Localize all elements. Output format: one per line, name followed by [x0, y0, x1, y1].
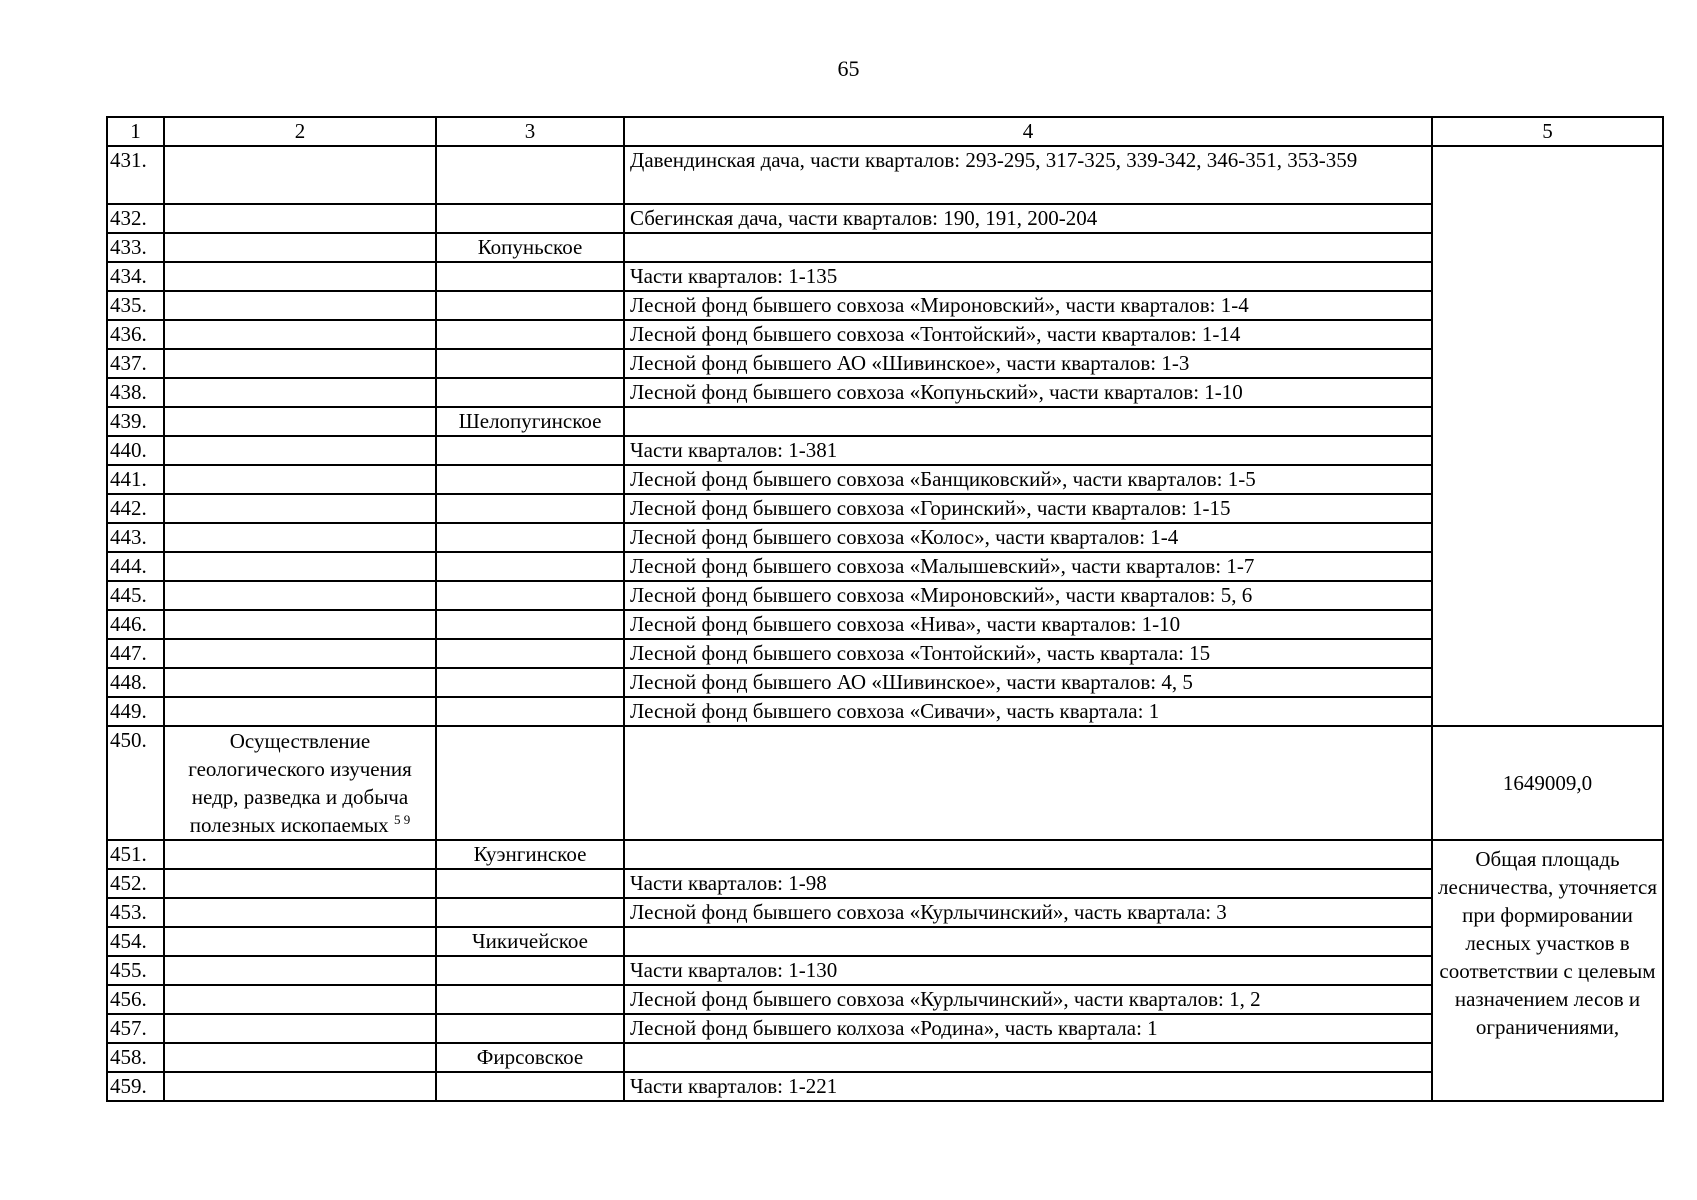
district-cell — [436, 378, 624, 407]
quarters-cell — [624, 840, 1432, 869]
district-cell — [436, 639, 624, 668]
district-cell — [436, 349, 624, 378]
quarters-cell: Лесной фонд бывшего совхоза «Курлычинский», части кварталов: 1, 2 — [624, 985, 1432, 1014]
table-row — [107, 204, 1663, 233]
quarters-cell: Лесной фонд бывшего совхоза «Мироновский», части кварталов: 5, 6 — [624, 581, 1432, 610]
quarters-cell: Лесной фонд бывшего совхоза «Тонтойский», часть квартала: 15 — [624, 639, 1432, 668]
district-cell — [436, 465, 624, 494]
quarters-cell: Части кварталов: 1-381 — [624, 436, 1432, 465]
header-col-5: 5 — [1432, 117, 1663, 146]
district-cell — [436, 898, 624, 927]
purpose-cell — [164, 840, 436, 869]
quarters-cell: Лесной фонд бывшего совхоза «Курлычинский», часть квартала: 3 — [624, 898, 1432, 927]
quarters-cell — [624, 407, 1432, 436]
table-row — [107, 898, 1663, 927]
quarters-cell: Лесной фонд бывшего совхоза «Нива», части кварталов: 1-10 — [624, 610, 1432, 639]
purpose-cell — [164, 320, 436, 349]
purpose-cell — [164, 1014, 436, 1043]
purpose-cell — [164, 898, 436, 927]
district-cell — [436, 494, 624, 523]
district-cell — [436, 697, 624, 726]
quarters-cell: Части кварталов: 1-135 — [624, 262, 1432, 291]
row-number: 446. — [107, 610, 164, 639]
quarters-cell: Лесной фонд бывшего АО «Шивинское», части кварталов: 1-3 — [624, 349, 1432, 378]
row-number: 449. — [107, 697, 164, 726]
purpose-cell — [164, 726, 436, 840]
area-note-cell: Общая площадь лесничества, уточняется при формировании лесных участков в соответствии с целевым назначением лесов и ограничениями, — [1432, 840, 1663, 1101]
purpose-cell — [164, 1043, 436, 1072]
purpose-cell — [164, 956, 436, 985]
table-row — [107, 1014, 1663, 1043]
table-row — [107, 840, 1663, 869]
table-row — [107, 320, 1663, 349]
purpose-cell — [164, 639, 436, 668]
header-col-2: 2 — [164, 117, 436, 146]
header-col-1: 1 — [107, 117, 164, 146]
table-row — [107, 581, 1663, 610]
row-number: 432. — [107, 204, 164, 233]
table-row — [107, 349, 1663, 378]
purpose-cell — [164, 146, 436, 204]
row-number: 445. — [107, 581, 164, 610]
quarters-cell: Лесной фонд бывшего совхоза «Копуньский», части кварталов: 1-10 — [624, 378, 1432, 407]
table-header-row — [107, 117, 1663, 146]
purpose-cell — [164, 291, 436, 320]
row-number: 443. — [107, 523, 164, 552]
quarters-cell: Сбегинская дача, части кварталов: 190, 191, 200-204 — [624, 204, 1432, 233]
purpose-cell — [164, 233, 436, 262]
row-number: 448. — [107, 668, 164, 697]
district-cell — [436, 581, 624, 610]
purpose-text: Осуществление геологического изучения недр, разведка и добыча полезных ископаемых — [188, 729, 412, 837]
quarters-cell: Части кварталов: 1-98 — [624, 869, 1432, 898]
quarters-cell: Лесной фонд бывшего АО «Шивинское», части кварталов: 4, 5 — [624, 668, 1432, 697]
purpose-cell — [164, 436, 436, 465]
table-row — [107, 494, 1663, 523]
row-number: 442. — [107, 494, 164, 523]
table-row — [107, 639, 1663, 668]
purpose-cell — [164, 262, 436, 291]
purpose-cell — [164, 869, 436, 898]
district-cell — [436, 668, 624, 697]
row-number: 451. — [107, 840, 164, 869]
purpose-cell — [164, 465, 436, 494]
quarters-cell: Части кварталов: 1-221 — [624, 1072, 1432, 1101]
table-row — [107, 927, 1663, 956]
quarters-cell — [624, 927, 1432, 956]
purpose-cell — [164, 378, 436, 407]
table-row — [107, 697, 1663, 726]
purpose-cell — [164, 610, 436, 639]
quarters-cell: Лесной фонд бывшего колхоза «Родина», часть квартала: 1 — [624, 1014, 1432, 1043]
row-number: 444. — [107, 552, 164, 581]
district-cell — [436, 204, 624, 233]
district-cell — [436, 146, 624, 204]
header-col-4: 4 — [624, 117, 1432, 146]
table-row — [107, 869, 1663, 898]
quarters-cell — [624, 726, 1432, 840]
table-row — [107, 378, 1663, 407]
quarters-cell: Лесной фонд бывшего совхоза «Тонтойский», части кварталов: 1-14 — [624, 320, 1432, 349]
district-cell — [436, 320, 624, 349]
header-col-3: 3 — [436, 117, 624, 146]
row-number: 453. — [107, 898, 164, 927]
row-number: 439. — [107, 407, 164, 436]
purpose-cell — [164, 494, 436, 523]
row-number: 447. — [107, 639, 164, 668]
quarters-cell: Лесной фонд бывшего совхоза «Сивачи», часть квартала: 1 — [624, 697, 1432, 726]
table-row — [107, 1043, 1663, 1072]
quarters-cell: Давендинская дача, части кварталов: 293-295, 317-325, 339-342, 346-351, 353-359 — [624, 146, 1432, 204]
district-cell — [436, 436, 624, 465]
table-row — [107, 291, 1663, 320]
purpose-cell — [164, 349, 436, 378]
quarters-cell: Лесной фонд бывшего совхоза «Колос», части кварталов: 1-4 — [624, 523, 1432, 552]
district-cell — [436, 956, 624, 985]
district-cell: Фирсовское — [436, 1043, 624, 1072]
district-cell — [436, 985, 624, 1014]
table-row — [107, 552, 1663, 581]
row-number: 434. — [107, 262, 164, 291]
row-number: 438. — [107, 378, 164, 407]
row-number: 437. — [107, 349, 164, 378]
district-cell — [436, 552, 624, 581]
table-row — [107, 1072, 1663, 1101]
purpose-cell — [164, 985, 436, 1014]
purpose-cell — [164, 697, 436, 726]
purpose-cell — [164, 407, 436, 436]
row-number: 456. — [107, 985, 164, 1014]
table-row — [107, 436, 1663, 465]
row-number: 459. — [107, 1072, 164, 1101]
district-cell — [436, 1072, 624, 1101]
table-row — [107, 146, 1663, 204]
purpose-cell — [164, 523, 436, 552]
row-number: 458. — [107, 1043, 164, 1072]
purpose-cell — [164, 1072, 436, 1101]
row-number: 433. — [107, 233, 164, 262]
table-row — [107, 465, 1663, 494]
forest-areas-table — [106, 116, 1664, 1102]
purpose-cell — [164, 552, 436, 581]
area-cell-empty — [1432, 146, 1663, 726]
district-cell: Куэнгинское — [436, 840, 624, 869]
row-number: 440. — [107, 436, 164, 465]
quarters-cell — [624, 1043, 1432, 1072]
district-cell — [436, 726, 624, 840]
footnote-mark: 5 9 — [393, 812, 411, 827]
purpose-cell — [164, 581, 436, 610]
table-row — [107, 233, 1663, 262]
table-row — [107, 956, 1663, 985]
row-number: 441. — [107, 465, 164, 494]
page-number: 65 — [837, 56, 860, 81]
table-row — [107, 610, 1663, 639]
row-number: 457. — [107, 1014, 164, 1043]
district-cell: Шелопугинское — [436, 407, 624, 436]
row-number: 455. — [107, 956, 164, 985]
table-row — [107, 262, 1663, 291]
row-number: 436. — [107, 320, 164, 349]
district-cell — [436, 523, 624, 552]
quarters-cell: Лесной фонд бывшего совхоза «Малышевский», части кварталов: 1-7 — [624, 552, 1432, 581]
district-cell — [436, 610, 624, 639]
district-cell — [436, 1014, 624, 1043]
table-row — [107, 726, 1663, 840]
district-cell: Чикичейское — [436, 927, 624, 956]
row-number: 454. — [107, 927, 164, 956]
row-number: 431. — [107, 146, 164, 204]
district-cell — [436, 291, 624, 320]
district-cell — [436, 262, 624, 291]
area-cell: 1649009,0 — [1432, 726, 1663, 840]
quarters-cell: Лесной фонд бывшего совхоза «Горинский», части кварталов: 1-15 — [624, 494, 1432, 523]
quarters-cell — [624, 233, 1432, 262]
district-cell — [436, 869, 624, 898]
quarters-cell: Части кварталов: 1-130 — [624, 956, 1432, 985]
table-row — [107, 407, 1663, 436]
table-row — [107, 985, 1663, 1014]
purpose-cell — [164, 668, 436, 697]
quarters-cell: Лесной фонд бывшего совхоза «Мироновский», части кварталов: 1-4 — [624, 291, 1432, 320]
table-row — [107, 523, 1663, 552]
row-number: 435. — [107, 291, 164, 320]
purpose-cell — [164, 204, 436, 233]
row-number: 450. — [107, 726, 164, 840]
district-cell: Копуньское — [436, 233, 624, 262]
table-row — [107, 668, 1663, 697]
row-number: 452. — [107, 869, 164, 898]
purpose-cell — [164, 927, 436, 956]
quarters-cell: Лесной фонд бывшего совхоза «Банщиковский», части кварталов: 1-5 — [624, 465, 1432, 494]
